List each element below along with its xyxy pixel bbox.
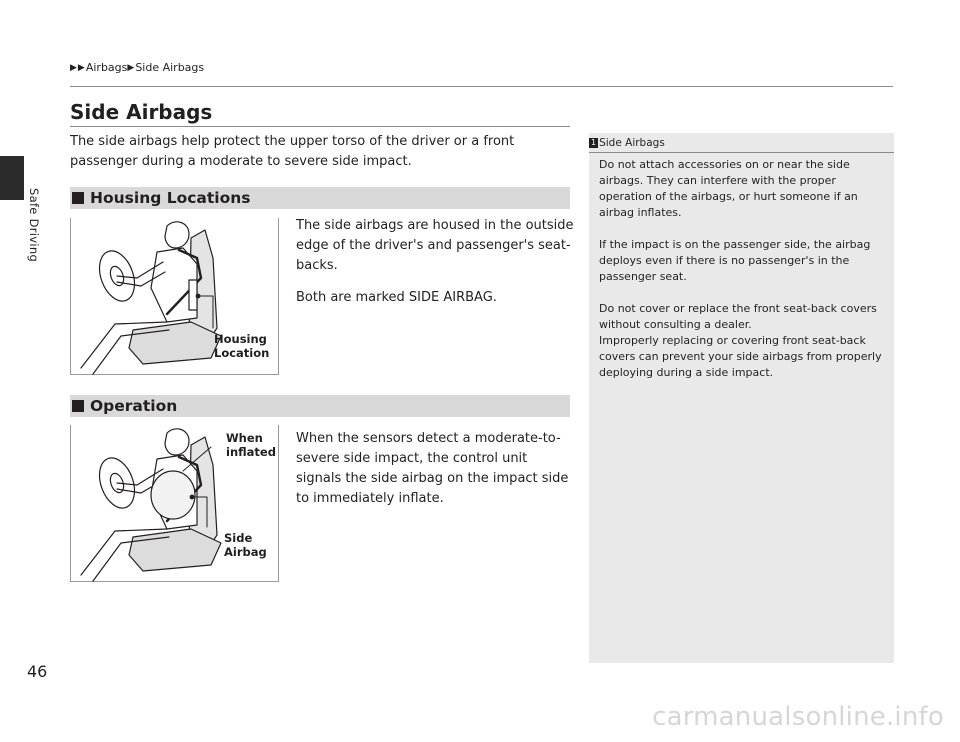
housing-heading-text: Housing Locations [90, 189, 251, 207]
breadcrumb-item-side-airbags: Side Airbags [135, 61, 205, 74]
sidebar-body [599, 157, 889, 381]
operation-description: When the sensors detect a moderate-to-severe side impact, the control unit signals the side airbag on the impact side to immediately inflate. [296, 431, 569, 506]
sidebar-rule [589, 152, 894, 153]
square-bullet-icon [72, 192, 84, 204]
breadcrumb [70, 61, 204, 74]
when-inflated-callout: When inflated [226, 431, 276, 459]
sidebar-paragraph: If the impact is on the passenger side, the airbag deploys even if there is no passenger's in the passenger seat. [599, 238, 871, 283]
header-rule [70, 86, 893, 87]
note-number-badge: 1 [591, 138, 597, 147]
watermark: carmanualsonline.info [652, 702, 944, 732]
sidebar-paragraph: Improperly replacing or covering front seat-back covers can prevent your side airbags from properly deploying during a side impact. [599, 334, 882, 379]
operation-illustration [70, 425, 279, 582]
section-tab [0, 156, 24, 200]
housing-illustration [70, 218, 279, 375]
housing-heading [70, 187, 570, 209]
intro-text: The side airbags help protect the upper torso of the driver or a front passenger during a moderate to severe side impact. [70, 134, 515, 169]
arrow-icon: ▶ [127, 62, 135, 73]
square-bullet-icon [72, 400, 84, 412]
operation-heading [70, 395, 570, 417]
arrow-icon: ▶ [70, 62, 77, 73]
breadcrumb-item-airbags[interactable]: Airbags [85, 61, 128, 74]
page-title: Side Airbags [70, 100, 213, 124]
arrow-icon: ▶ [77, 62, 85, 73]
housing-marking: Both are marked SIDE AIRBAG. [296, 290, 497, 305]
sidebar-note [589, 133, 894, 663]
housing-description: The side airbags are housed in the outside edge of the driver's and passenger's seat-backs. [296, 218, 574, 273]
page-number: 46 [27, 662, 48, 681]
sidebar-heading [589, 137, 894, 149]
sidebar-title: Side Airbags [599, 137, 665, 149]
sidebar-paragraph: Do not attach accessories on or near the side airbags. They can interfere with the proper operation of the airbags, or hurt someone if an airbag inflates. [599, 158, 858, 219]
sidebar-paragraph: Do not cover or replace the front seat-back covers without consulting a dealer. [599, 302, 877, 331]
housing-location-callout: Housing Location [214, 332, 270, 360]
title-rule [70, 126, 570, 127]
operation-heading-text: Operation [90, 397, 178, 415]
side-airbag-callout: Side Airbag [224, 531, 267, 559]
section-label: Safe Driving [27, 188, 41, 263]
